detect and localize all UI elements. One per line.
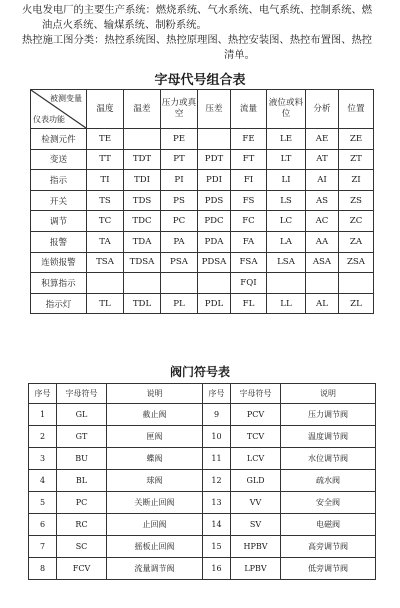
table-cell <box>161 273 198 294</box>
table-cell: ZA <box>339 231 374 252</box>
table-cell: AE <box>306 129 339 150</box>
corner-bottom-label: 仪表功能 <box>33 115 65 124</box>
table-row <box>31 231 374 252</box>
table-cell: FCV <box>57 558 107 580</box>
table-cell: PCV <box>231 404 281 426</box>
table-cell: TC <box>87 211 124 232</box>
table-cell: PDC <box>198 211 231 232</box>
table-cell: AI <box>306 170 339 191</box>
column-header: 压力或真空 <box>161 90 198 129</box>
table-cell: 疏水阀 <box>281 470 376 492</box>
table-cell: 12 <box>203 470 231 492</box>
column-header: 位置 <box>339 90 374 129</box>
table-cell: 8 <box>29 558 57 580</box>
table-cell: TDT <box>124 149 161 170</box>
table-cell: TDA <box>124 231 161 252</box>
table-cell: LE <box>267 129 306 150</box>
table-cell: 电磁阀 <box>281 514 376 536</box>
table-cell: LSA <box>267 252 306 273</box>
table-cell: ZSA <box>339 252 374 273</box>
table-cell <box>339 273 374 294</box>
letter-code-table <box>30 89 374 314</box>
table-row <box>29 536 376 558</box>
table-cell <box>198 129 231 150</box>
table-row <box>31 129 374 150</box>
table-cell: PL <box>161 293 198 314</box>
row-label: 报警 <box>31 231 87 252</box>
table-cell: GL <box>57 404 107 426</box>
table-cell: 13 <box>203 492 231 514</box>
table-cell <box>124 129 161 150</box>
table-cell: 16 <box>203 558 231 580</box>
letter-code-table-title: 字母代号组合表 <box>154 73 246 88</box>
table-cell: BU <box>57 448 107 470</box>
table-row <box>29 514 376 536</box>
table-cell: 11 <box>203 448 231 470</box>
table-cell: AT <box>306 149 339 170</box>
table-row <box>29 426 376 448</box>
table-cell: 9 <box>203 404 231 426</box>
table-cell: 流量调节阀 <box>107 558 203 580</box>
column-header: 温差 <box>124 90 161 129</box>
table-cell <box>198 273 231 294</box>
row-label: 指示灯 <box>31 293 87 314</box>
corner-top-label: 被测变量 <box>50 94 82 103</box>
table-cell: TE <box>87 129 124 150</box>
table-cell: 截止阀 <box>107 404 203 426</box>
table-cell: PC <box>161 211 198 232</box>
table-cell: PDA <box>198 231 231 252</box>
table-row <box>31 149 374 170</box>
row-label: 积算指示 <box>31 273 87 294</box>
table-cell: TDI <box>124 170 161 191</box>
table-cell: ZL <box>339 293 374 314</box>
table-cell: LI <box>267 170 306 191</box>
table-cell: 止回阀 <box>107 514 203 536</box>
table-row <box>31 293 374 314</box>
table-cell: LC <box>267 211 306 232</box>
table-cell: PT <box>161 149 198 170</box>
table-cell: AA <box>306 231 339 252</box>
table-row <box>31 252 374 273</box>
table-cell: FS <box>231 190 267 211</box>
table-cell: FE <box>231 129 267 150</box>
table-cell: PSA <box>161 252 198 273</box>
table-cell: BL <box>57 470 107 492</box>
table-cell: 4 <box>29 470 57 492</box>
table-cell: TSA <box>87 252 124 273</box>
table-cell: TT <box>87 149 124 170</box>
table-cell: 关断止回阀 <box>107 492 203 514</box>
valve-symbol-table <box>28 383 376 580</box>
table-row <box>29 404 376 426</box>
table-cell: SV <box>231 514 281 536</box>
table-cell: 水位调节阀 <box>281 448 376 470</box>
column-header: 说明 <box>281 384 376 404</box>
column-header: 液位或料位 <box>267 90 306 129</box>
table-cell: SC <box>57 536 107 558</box>
table-row <box>31 190 374 211</box>
table-cell: 5 <box>29 492 57 514</box>
row-label: 调节 <box>31 211 87 232</box>
table-cell: AL <box>306 293 339 314</box>
table-row <box>31 273 374 294</box>
intro-text <box>22 3 386 63</box>
table-cell: TDL <box>124 293 161 314</box>
table-cell: TCV <box>231 426 281 448</box>
table-cell: GLD <box>231 470 281 492</box>
intro-line: 火电发电厂的主要生产系统：燃烧系统、气水系统、电气系统、控制系统、燃 <box>22 4 373 16</box>
table-cell: PDI <box>198 170 231 191</box>
column-header: 压差 <box>198 90 231 129</box>
table-cell: TA <box>87 231 124 252</box>
table-cell: FSA <box>231 252 267 273</box>
table-cell: 温度调节阀 <box>281 426 376 448</box>
table-cell: PS <box>161 190 198 211</box>
row-label: 检测元件 <box>31 129 87 150</box>
table-cell: LT <box>267 149 306 170</box>
table-cell <box>267 273 306 294</box>
table-cell: ASA <box>306 252 339 273</box>
table-cell: 1 <box>29 404 57 426</box>
table-cell: ZS <box>339 190 374 211</box>
table-cell: FQI <box>231 273 267 294</box>
table-cell: PDS <box>198 190 231 211</box>
table-cell: LPBV <box>231 558 281 580</box>
table-cell: 10 <box>203 426 231 448</box>
table-cell: PI <box>161 170 198 191</box>
table-cell: 蝶阀 <box>107 448 203 470</box>
table-row <box>29 470 376 492</box>
table-cell: LCV <box>231 448 281 470</box>
table-cell: 球阀 <box>107 470 203 492</box>
corner-header-cell <box>31 90 87 129</box>
table-cell: ZI <box>339 170 374 191</box>
table-cell: 7 <box>29 536 57 558</box>
table-cell: AS <box>306 190 339 211</box>
column-header: 字母符号 <box>57 384 107 404</box>
column-header: 流量 <box>231 90 267 129</box>
row-label: 开关 <box>31 190 87 211</box>
table-cell: ZT <box>339 149 374 170</box>
table-cell: PE <box>161 129 198 150</box>
table-row <box>29 492 376 514</box>
table-cell: FI <box>231 170 267 191</box>
table-cell: TDSA <box>124 252 161 273</box>
table-cell: PDT <box>198 149 231 170</box>
row-label: 变送 <box>31 149 87 170</box>
table-cell: 安全阀 <box>281 492 376 514</box>
column-header: 分析 <box>306 90 339 129</box>
table-cell: 低旁调节阀 <box>281 558 376 580</box>
table-cell: GT <box>57 426 107 448</box>
table-cell: LS <box>267 190 306 211</box>
table-cell: PA <box>161 231 198 252</box>
intro-line: 清单。 <box>224 49 255 61</box>
table-cell <box>87 273 124 294</box>
table-cell: PDSA <box>198 252 231 273</box>
table-cell: TS <box>87 190 124 211</box>
column-header: 序号 <box>29 384 57 404</box>
intro-line: 热控施工图分类：热控系统图、热控原理图、热控安装图、热控布置图、热控 <box>22 34 373 46</box>
table-cell: TDS <box>124 190 161 211</box>
table-cell <box>306 273 339 294</box>
table-row <box>29 558 376 580</box>
table-header-row <box>31 90 374 129</box>
table-row <box>31 170 374 191</box>
column-header: 字母符号 <box>231 384 281 404</box>
table-header-row <box>29 384 376 404</box>
table-cell: LL <box>267 293 306 314</box>
table-cell: 高旁调节阀 <box>281 536 376 558</box>
table-cell: FC <box>231 211 267 232</box>
table-cell: FT <box>231 149 267 170</box>
row-label: 连锁报警 <box>31 252 87 273</box>
table-cell: ZC <box>339 211 374 232</box>
table-cell: TI <box>87 170 124 191</box>
table-cell: ZE <box>339 129 374 150</box>
table-cell: 14 <box>203 514 231 536</box>
table-cell: LA <box>267 231 306 252</box>
table-cell: 6 <box>29 514 57 536</box>
table-cell: 摇板止回阀 <box>107 536 203 558</box>
row-label: 指示 <box>31 170 87 191</box>
column-header: 序号 <box>203 384 231 404</box>
table-cell: 压力调节阀 <box>281 404 376 426</box>
table-cell <box>124 273 161 294</box>
table-cell: RC <box>57 514 107 536</box>
table-cell: AC <box>306 211 339 232</box>
column-header: 温度 <box>87 90 124 129</box>
table-cell: 匣阀 <box>107 426 203 448</box>
table-cell: TDC <box>124 211 161 232</box>
table-cell: HPBV <box>231 536 281 558</box>
table-cell: VV <box>231 492 281 514</box>
table-cell: FA <box>231 231 267 252</box>
table-cell: 3 <box>29 448 57 470</box>
table-cell: PC <box>57 492 107 514</box>
valve-symbol-table-title: 阀门符号表 <box>169 365 230 379</box>
table-cell: 2 <box>29 426 57 448</box>
table-cell: TL <box>87 293 124 314</box>
table-cell: PDL <box>198 293 231 314</box>
table-row <box>31 211 374 232</box>
column-header: 说明 <box>107 384 203 404</box>
table-cell: FL <box>231 293 267 314</box>
table-cell: 15 <box>203 536 231 558</box>
table-row <box>29 448 376 470</box>
intro-line: 油点火系统、输煤系统、制粉系统。 <box>42 19 207 31</box>
